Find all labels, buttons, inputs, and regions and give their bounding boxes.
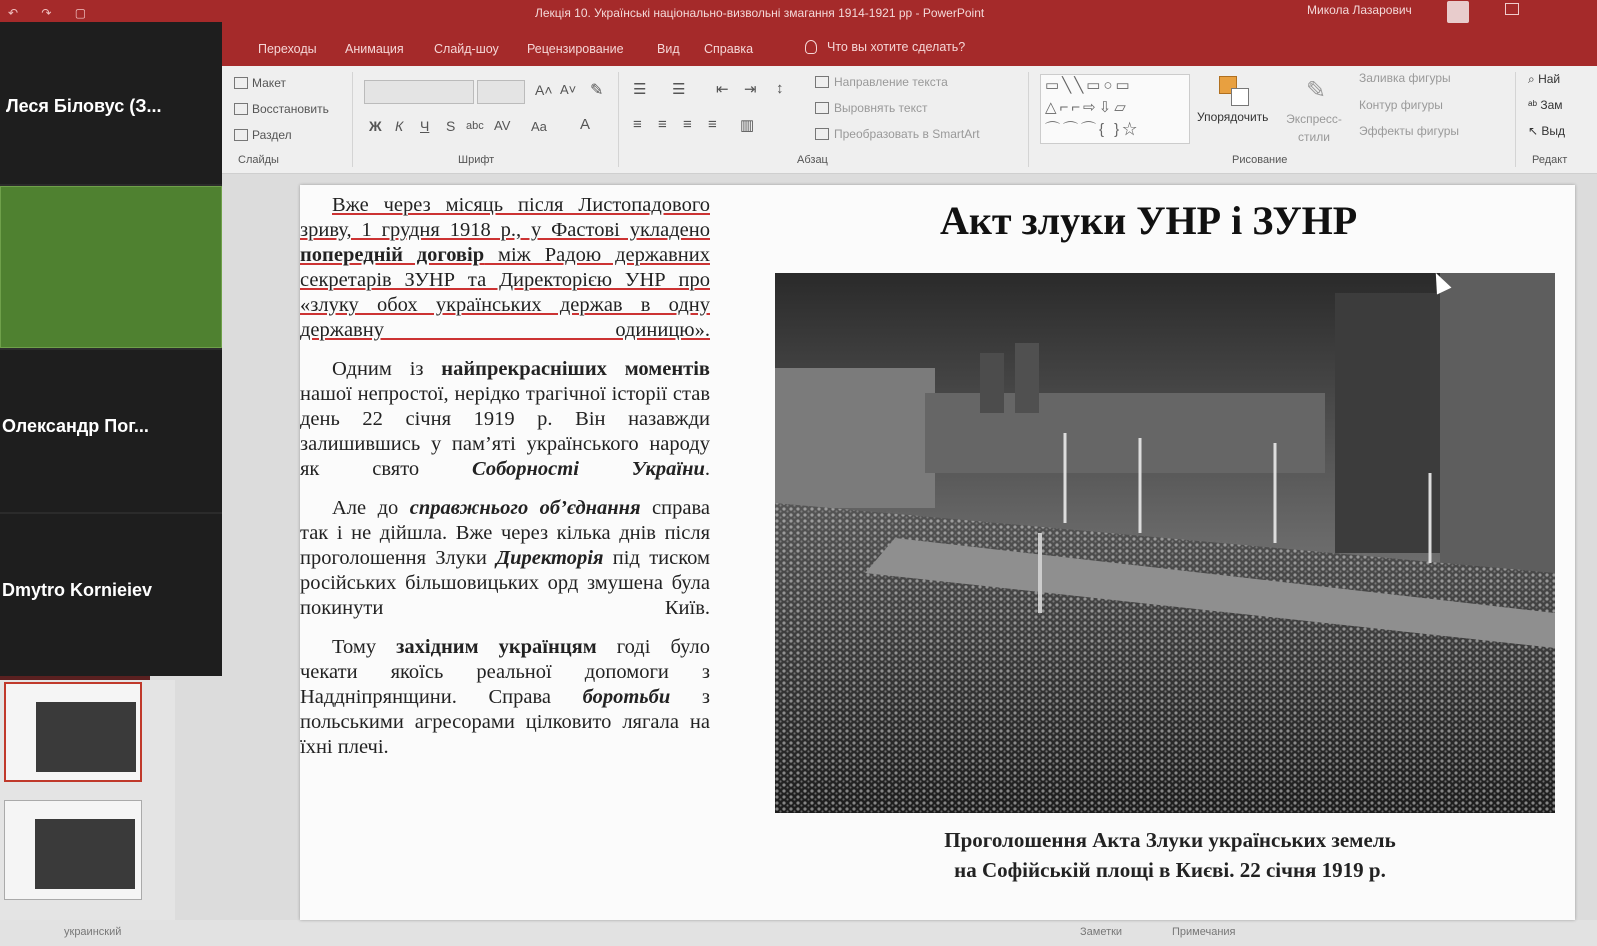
- tab-slideshow[interactable]: Слайд-шоу: [434, 42, 499, 56]
- text-run-bold: попередній договір: [300, 244, 485, 266]
- comments-button[interactable]: Примечания: [1172, 926, 1236, 938]
- participant-tile-active-speaker[interactable]: [0, 186, 222, 348]
- smartart-button[interactable]: Преобразовать в SmartArt: [834, 127, 980, 141]
- historical-photo[interactable]: [775, 273, 1555, 813]
- replace-button[interactable]: [1528, 98, 1563, 112]
- layout-button[interactable]: Макет: [252, 76, 286, 90]
- strikethrough-icon[interactable]: abc: [466, 120, 484, 132]
- char-spacing-icon[interactable]: AV: [494, 118, 511, 133]
- text-direction-icon: [815, 76, 829, 88]
- clear-format-icon[interactable]: ✎: [590, 82, 604, 99]
- decrease-indent-icon[interactable]: ⇤: [716, 81, 729, 98]
- underline-button[interactable]: Ч: [420, 118, 430, 134]
- slide-body-text[interactable]: [300, 193, 710, 774]
- slide-thumbnails-pane: [0, 680, 175, 946]
- shape-effects-button[interactable]: Эффекты фигуры: [1359, 124, 1460, 138]
- tab-animation[interactable]: Анимация: [345, 42, 404, 56]
- align-center-icon[interactable]: ≡: [658, 116, 667, 133]
- align-text-icon: [815, 102, 829, 114]
- photo-caption[interactable]: [820, 825, 1520, 885]
- text-run: Вже через місяць після Листопадового зриву, 1 грудня 1918 р., у Фастові укладено: [300, 194, 710, 241]
- text-run: справа так і не дійшла. Вже через кілька днів після проголошення Злуки: [300, 497, 710, 569]
- tab-review[interactable]: Рецензирование: [527, 42, 624, 56]
- bold-button[interactable]: Ж: [369, 118, 382, 134]
- ribbon-display-icon[interactable]: [1505, 3, 1519, 15]
- participant-tile[interactable]: [0, 22, 222, 184]
- group-drawing-label: Рисование: [1232, 154, 1288, 166]
- ribbon: [0, 66, 1597, 174]
- layout-icon: [234, 77, 248, 89]
- increase-indent-icon[interactable]: ⇥: [744, 81, 757, 98]
- italic-button[interactable]: К: [395, 118, 404, 134]
- group-editing-label: Редакт: [1532, 154, 1568, 166]
- tell-me-label: Что вы хотите сделать?: [827, 40, 966, 54]
- shape-fill-button[interactable]: Заливка фигуры: [1359, 71, 1451, 85]
- quick-access-icons[interactable]: ↶ ↷ ▢: [8, 6, 97, 20]
- text-run-bold: найпрекрасніших моментів: [441, 358, 710, 380]
- caption-line: Проголошення Акта Злуки українських земель: [944, 828, 1396, 852]
- video-call-participants-panel: [0, 22, 222, 676]
- quick-styles-button[interactable]: Экспресс-стили: [1286, 112, 1342, 144]
- columns-icon[interactable]: ▥: [740, 117, 755, 134]
- section-icon: [234, 129, 248, 141]
- section-button[interactable]: Раздел: [252, 128, 292, 142]
- crowd-square-photo: [775, 273, 1555, 813]
- text-run: нашої непростої, нерідко трагічної історії став день 22 січня 1919 р. Він назавжди залишившись у пам’яті українського народу як свято: [300, 383, 710, 480]
- text-run-bold-italic: боротьби: [582, 686, 671, 708]
- quick-styles-icon: ✎: [1306, 77, 1327, 104]
- cursor-icon: ↖: [1528, 124, 1542, 138]
- caption-line: на Софійській площі в Києві. 22 січня 1919 р.: [954, 858, 1386, 882]
- participant-tile[interactable]: [0, 514, 222, 676]
- replace-icon: ᵃᵇ: [1528, 98, 1541, 112]
- tell-me-search[interactable]: [805, 40, 965, 54]
- user-avatar-icon[interactable]: [1447, 1, 1469, 23]
- tab-transitions[interactable]: Переходы: [258, 42, 317, 56]
- participant-tile[interactable]: [0, 350, 222, 512]
- paragraph: [300, 496, 710, 621]
- align-right-icon[interactable]: ≡: [683, 116, 692, 133]
- reset-icon: [234, 103, 248, 115]
- shrink-font-icon[interactable]: A˅: [560, 82, 577, 97]
- text-run: Одним із: [332, 358, 442, 380]
- group-paragraph-label: Абзац: [797, 154, 828, 166]
- divider: [1515, 72, 1516, 167]
- paragraph: [300, 357, 710, 482]
- search-icon: ⌕: [1528, 72, 1539, 86]
- participant-name: Dmytro Kornieiev: [2, 580, 153, 600]
- participant-name: Олександр Пог...: [2, 416, 149, 436]
- text-run: між Радою державних секретарів ЗУНР та Директорією УНР про «злуку обох українських держав в одну державну одиницю».: [300, 244, 710, 341]
- text-run: Тому: [332, 636, 397, 658]
- find-button[interactable]: [1528, 72, 1560, 87]
- paragraph: [300, 635, 710, 760]
- group-slides-label: Слайды: [238, 154, 279, 166]
- font-color-icon[interactable]: A: [580, 116, 591, 133]
- text-direction-button[interactable]: Направление текста: [834, 75, 948, 89]
- shape-outline-button[interactable]: Контур фигуры: [1359, 98, 1443, 112]
- slide-title[interactable]: Акт злуки УНР і ЗУНР: [940, 198, 1358, 243]
- tab-help[interactable]: Справка: [704, 42, 754, 56]
- text-run: під тиском російських більшовицьких орд змушена була покинути Київ.: [300, 547, 710, 619]
- divider: [1028, 72, 1029, 167]
- current-slide[interactable]: [300, 185, 1575, 920]
- font-size-combo[interactable]: [477, 80, 525, 104]
- grow-font-icon[interactable]: A˄: [535, 82, 553, 98]
- divider: [618, 72, 619, 167]
- text-run-bold-italic: справжнього об’єднання: [409, 497, 641, 519]
- ribbon-tabs: [0, 28, 1597, 66]
- thumbnail-image: [35, 819, 135, 889]
- text-run: годі було чекати якоїсь реальної допомоги з Наддніпрянщини. Справа: [300, 636, 710, 708]
- align-text-button[interactable]: Выровнять текст: [834, 101, 928, 115]
- text-run: Але до: [332, 497, 410, 519]
- text-run-bold-italic: Соборності України: [472, 458, 705, 480]
- text-run: .: [704, 458, 711, 480]
- arrange-button[interactable]: Упорядочить: [1197, 110, 1269, 124]
- lightbulb-icon: [805, 40, 817, 54]
- slide-thumbnail[interactable]: [4, 682, 142, 782]
- shapes-gallery[interactable]: ▭╲╲▭○▭ △⌐⌐⇨⇩▱ ⌒⌒⌒{ }☆: [1040, 74, 1190, 144]
- paragraph: [300, 193, 710, 343]
- divider: [352, 72, 353, 167]
- replace-label: Зам: [1540, 98, 1563, 112]
- numbering-icon[interactable]: ☰: [672, 81, 686, 98]
- smartart-icon: [815, 128, 829, 140]
- text-run: з польськими агресорами цілковито лягала на їхні плечі.: [300, 686, 710, 758]
- participant-name: Леся Біловус (З...: [6, 96, 162, 116]
- select-label: Выд: [1541, 124, 1566, 138]
- reset-button[interactable]: Восстановить: [252, 102, 329, 116]
- justify-icon[interactable]: ≡: [708, 116, 717, 133]
- align-left-icon[interactable]: ≡: [633, 116, 642, 133]
- title-bar: [0, 0, 1597, 28]
- group-font-label: Шрифт: [458, 154, 495, 166]
- thumbnail-image: [36, 702, 136, 772]
- notes-button[interactable]: Заметки: [1080, 926, 1123, 938]
- window-title: Лекція 10. Українські національно-визвольні змагання 1914-1921 рр - PowerPoint: [535, 6, 985, 20]
- shadow-button[interactable]: S: [446, 118, 456, 134]
- text-run-bold: західним українцям: [396, 636, 597, 658]
- line-spacing-icon[interactable]: ↕: [776, 80, 784, 97]
- status-bar: [0, 920, 1597, 946]
- font-name-combo[interactable]: [364, 80, 474, 104]
- change-case-icon[interactable]: Aa: [531, 119, 547, 134]
- language-indicator[interactable]: украинский: [64, 926, 122, 938]
- arrange-icon: [1217, 74, 1253, 108]
- slide-thumbnail[interactable]: [4, 800, 142, 900]
- select-button[interactable]: [1528, 124, 1565, 138]
- user-name[interactable]: Микола Лазарович: [1307, 3, 1412, 17]
- find-label: Най: [1538, 72, 1561, 86]
- bullets-icon[interactable]: ☰: [633, 81, 647, 98]
- tab-view[interactable]: Вид: [657, 42, 680, 56]
- text-run-bold-italic: Директорія: [496, 547, 604, 569]
